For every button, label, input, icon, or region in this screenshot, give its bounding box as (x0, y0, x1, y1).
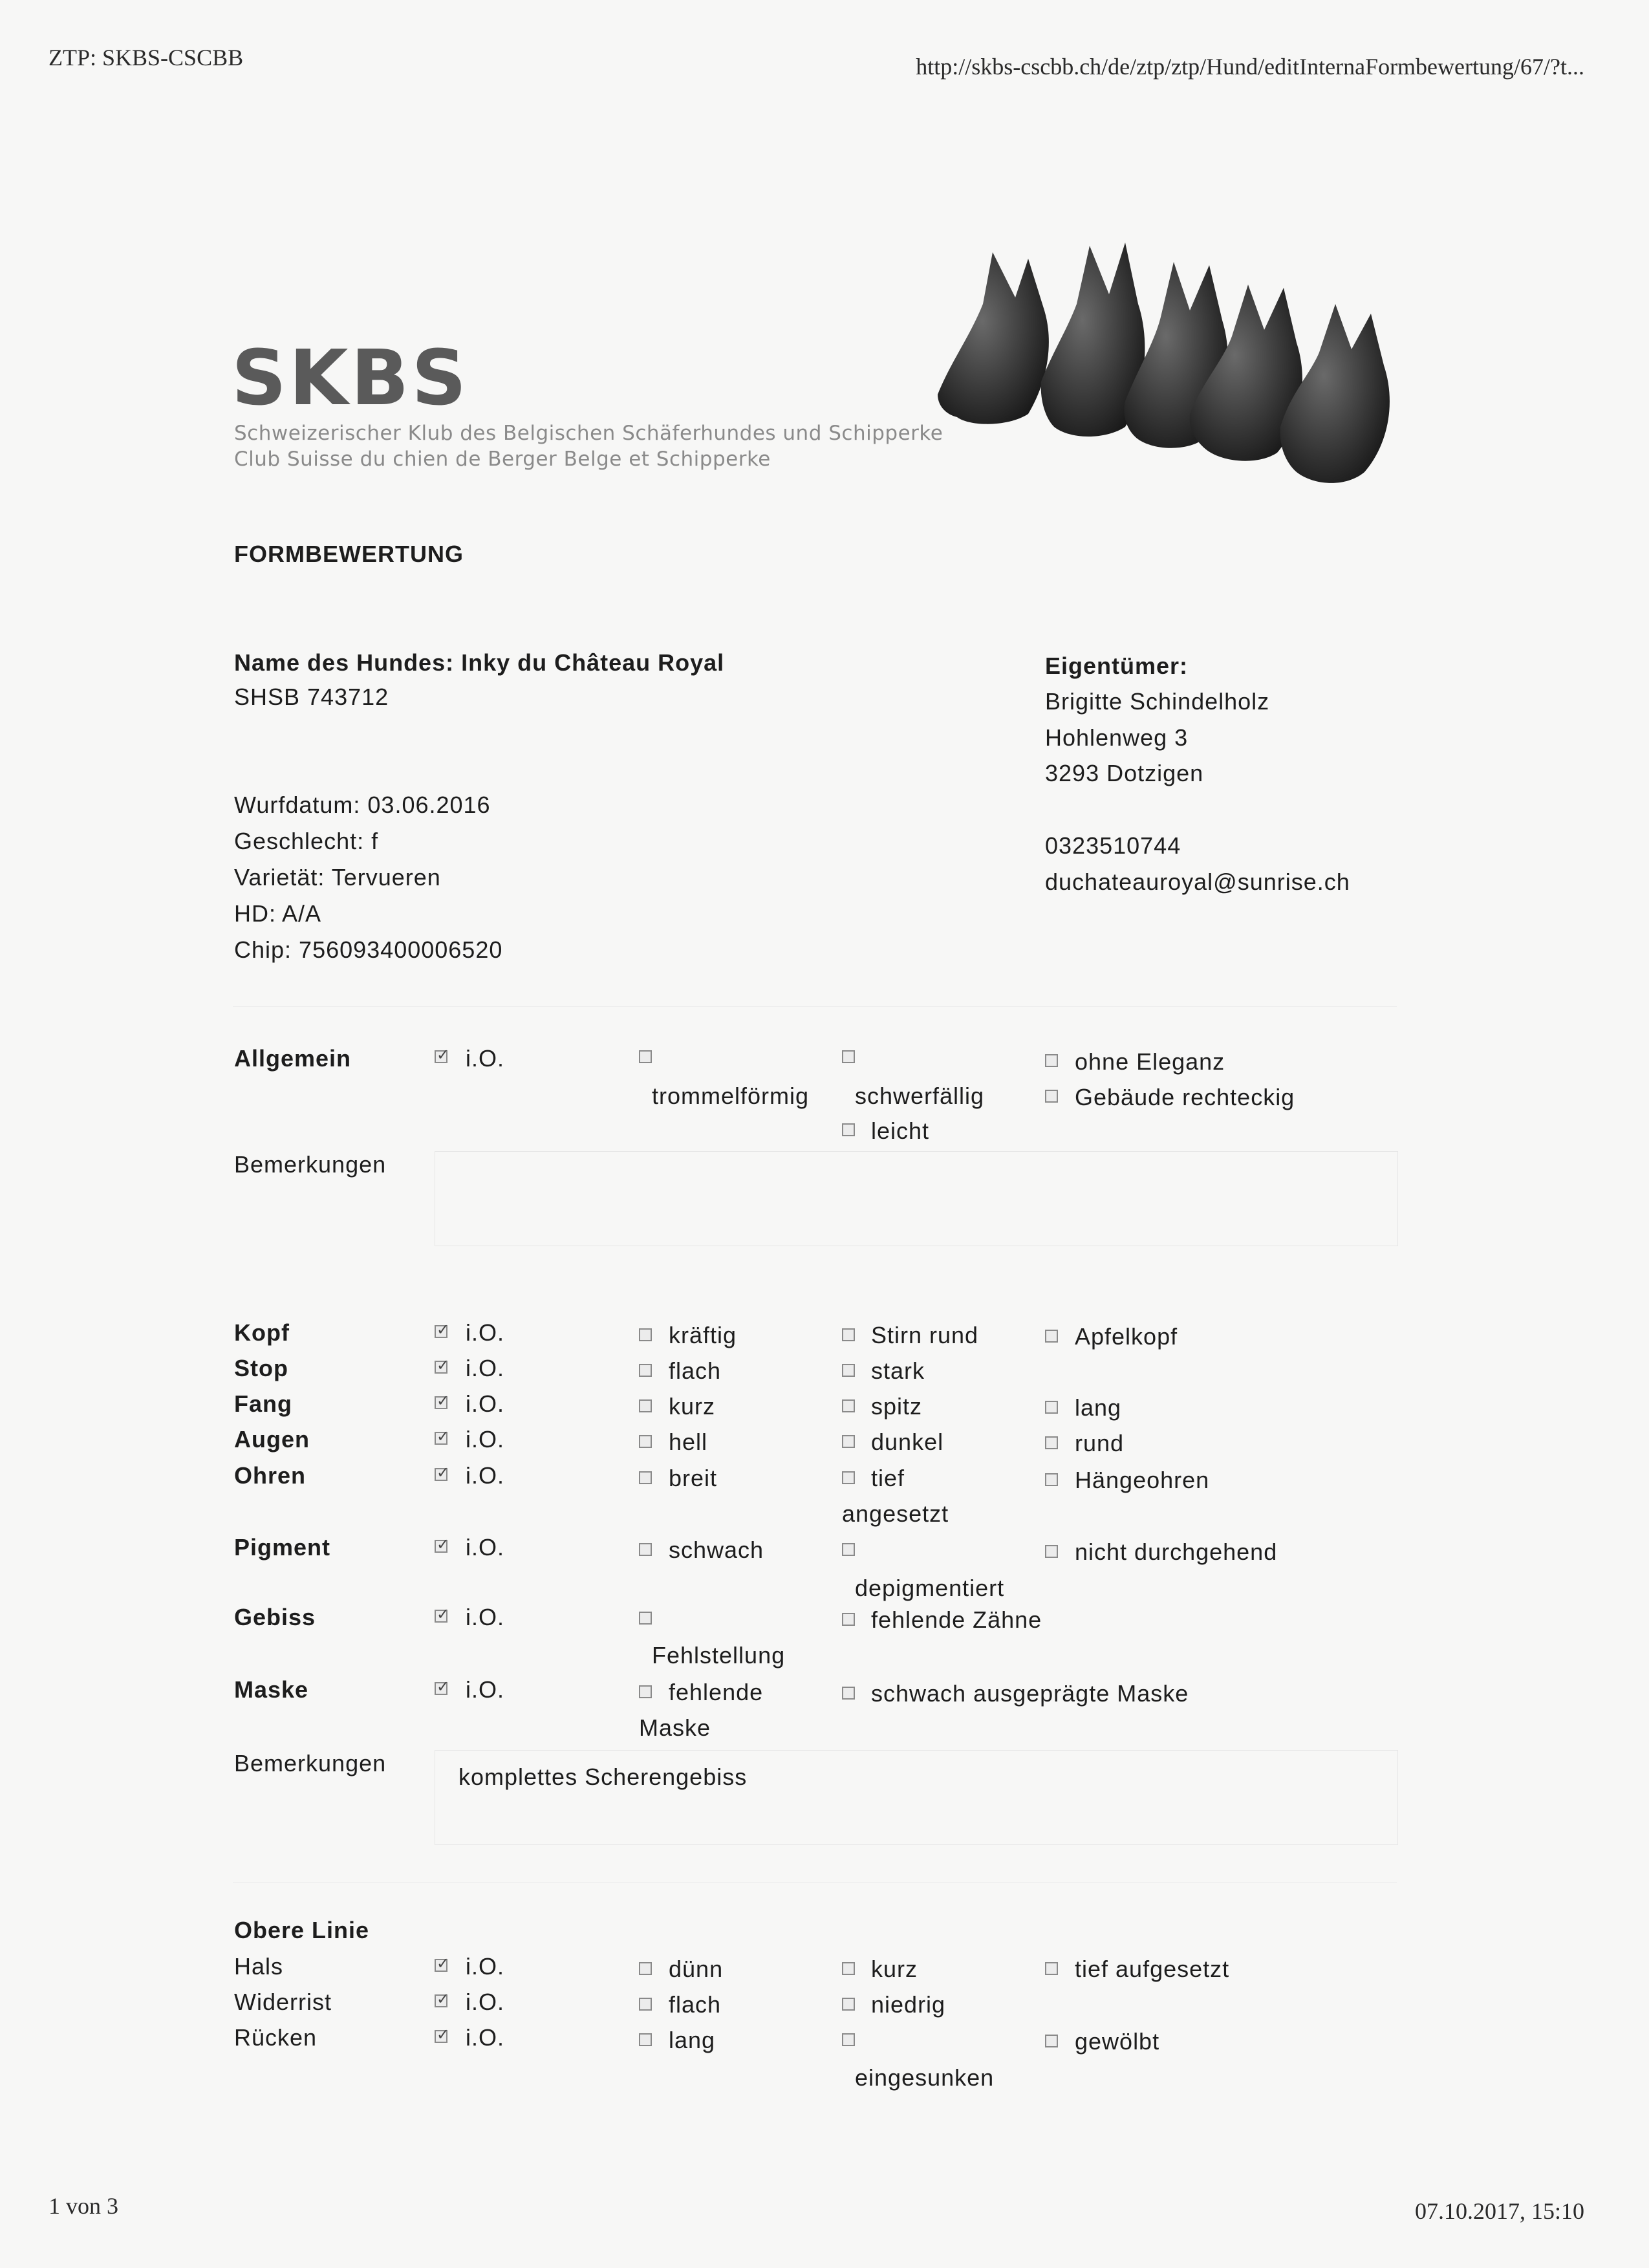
gebiss-a-checkbox[interactable] (639, 1612, 652, 1625)
stop-io-label: i.O. (466, 1355, 505, 1381)
general-eleganz-label: ohne Eleganz (1075, 1048, 1225, 1075)
ruecken-a-label: lang (669, 2027, 716, 2053)
maske-a-label-line2: Maske (639, 1714, 711, 1741)
general-leicht-label: leicht (871, 1118, 930, 1144)
owner-phone: 0323510744 (1045, 832, 1181, 859)
section-divider (233, 1006, 1397, 1007)
gebiss-b-checkbox[interactable] (842, 1613, 855, 1626)
pigment-io-label: i.O. (466, 1534, 505, 1561)
general-trommel-label: trommelförmig (652, 1083, 810, 1109)
hals-label: Hals (234, 1953, 284, 1980)
hals-c-label: tief aufgesetzt (1075, 1956, 1230, 1982)
hals-a-label: dünn (669, 1956, 724, 1982)
page-url[interactable]: http://skbs-cscbb.ch/de/ztp/ztp/Hund/editInternaFormbewertung/67/?t... (916, 54, 1584, 80)
augen-a-checkbox[interactable] (639, 1435, 652, 1448)
widerrist-label: Widerrist (234, 1989, 332, 2015)
owner-label: Eigentümer: (1045, 653, 1189, 679)
head-remarks-label: Bemerkungen (234, 1750, 387, 1777)
pigment-label: Pigment (234, 1534, 331, 1561)
augen-io-checkbox[interactable] (435, 1432, 447, 1445)
dog-sex: Geschlecht: f (234, 828, 379, 854)
dog-variety: Varietät: Tervueren (234, 864, 441, 891)
kopf-io-label: i.O. (466, 1319, 505, 1346)
ruecken-c-label: gewölbt (1075, 2028, 1160, 2055)
print-timestamp: 07.10.2017, 15:10 (1414, 2198, 1584, 2224)
topline-label: Obere Linie (234, 1917, 370, 1943)
ohren-b-label-line1: tief (871, 1465, 905, 1491)
hals-c-checkbox[interactable] (1045, 1962, 1058, 1975)
fang-b-checkbox[interactable] (842, 1399, 855, 1412)
hals-b-label: kurz (871, 1956, 918, 1982)
general-io-label: i.O. (466, 1045, 505, 1072)
section-divider (233, 1882, 1397, 1883)
owner-email[interactable]: duchateauroyal@sunrise.ch (1045, 869, 1350, 895)
form-title: FORMBEWERTUNG (234, 541, 464, 567)
dog-registry-number: SHSB 743712 (234, 684, 389, 710)
widerrist-b-label: niedrig (871, 1991, 946, 2018)
pigment-c-label: nicht durchgehend (1075, 1539, 1278, 1565)
maske-io-label: i.O. (466, 1676, 505, 1703)
ruecken-io-checkbox[interactable] (435, 2030, 447, 2043)
pigment-b-checkbox[interactable] (842, 1543, 855, 1556)
maske-a-label-line1: fehlende (669, 1679, 764, 1705)
augen-io-label: i.O. (466, 1426, 505, 1453)
dog-hd: HD: A/A (234, 900, 322, 927)
widerrist-b-checkbox[interactable] (842, 1998, 855, 2011)
widerrist-io-checkbox[interactable] (435, 1994, 447, 2007)
pigment-io-checkbox[interactable] (435, 1540, 447, 1553)
kopf-b-checkbox[interactable] (842, 1328, 855, 1341)
general-schwer-checkbox[interactable] (842, 1050, 855, 1063)
stop-label: Stop (234, 1355, 288, 1381)
ohren-c-label: Hängeohren (1075, 1467, 1210, 1493)
ohren-c-checkbox[interactable] (1045, 1473, 1058, 1486)
stop-b-checkbox[interactable] (842, 1364, 855, 1377)
hals-b-checkbox[interactable] (842, 1962, 855, 1975)
fang-a-label: kurz (669, 1393, 716, 1420)
hals-io-label: i.O. (466, 1953, 505, 1980)
pigment-a-label: schwach (669, 1537, 764, 1563)
general-rechteckig-label: Gebäude rechteckig (1075, 1084, 1295, 1110)
gebiss-io-label: i.O. (466, 1604, 505, 1630)
augen-a-label: hell (669, 1429, 708, 1455)
general-leicht-checkbox[interactable] (842, 1123, 855, 1136)
maske-a-checkbox[interactable] (639, 1685, 652, 1698)
ruecken-c-checkbox[interactable] (1045, 2035, 1058, 2047)
fang-io-checkbox[interactable] (435, 1396, 447, 1409)
kopf-a-label: kräftig (669, 1322, 737, 1348)
ohren-label: Ohren (234, 1462, 307, 1489)
gebiss-b-label: fehlende Zähne (871, 1606, 1042, 1633)
gebiss-io-checkbox[interactable] (435, 1610, 447, 1623)
pigment-b-label: depigmentiert (855, 1575, 1005, 1601)
owner-city: 3293 Dotzigen (1045, 760, 1204, 786)
owner-name: Brigitte Schindelholz (1045, 688, 1270, 715)
general-rechteckig-checkbox[interactable] (1045, 1090, 1058, 1103)
general-label: Allgemein (234, 1045, 352, 1072)
general-schwer-label: schwerfällig (855, 1083, 985, 1109)
ruecken-a-checkbox[interactable] (639, 2033, 652, 2046)
ohren-io-label: i.O. (466, 1462, 505, 1489)
fang-c-checkbox[interactable] (1045, 1401, 1058, 1414)
logo-line-fr: Club Suisse du chien de Berger Belge et Schipperke (234, 448, 771, 471)
stop-a-label: flach (669, 1357, 722, 1384)
dog-name: Name des Hundes: Inky du Château Royal (234, 649, 725, 676)
maske-b-checkbox[interactable] (842, 1687, 855, 1700)
widerrist-a-label: flach (669, 1991, 722, 2018)
kopf-b-label: Stirn rund (871, 1322, 979, 1348)
stop-io-checkbox[interactable] (435, 1361, 447, 1374)
page-indicator: 1 von 3 (48, 2193, 118, 2219)
augen-c-label: rund (1075, 1430, 1125, 1456)
fang-c-label: lang (1075, 1394, 1122, 1421)
fang-a-checkbox[interactable] (639, 1399, 652, 1412)
ruecken-label: Rücken (234, 2024, 318, 2051)
logo-wordmark: SKBS (232, 333, 469, 422)
general-eleganz-checkbox[interactable] (1045, 1054, 1058, 1067)
hals-a-checkbox[interactable] (639, 1962, 652, 1975)
dog-birth-date: Wurfdatum: 03.06.2016 (234, 792, 491, 818)
stop-b-label: stark (871, 1357, 925, 1384)
head-remarks-text: komplettes Scherengebiss (458, 1764, 748, 1790)
fang-io-label: i.O. (466, 1390, 505, 1417)
gebiss-label: Gebiss (234, 1604, 316, 1630)
general-io-checkbox[interactable] (435, 1050, 447, 1063)
maske-b-label: schwach ausgeprägte Maske (871, 1680, 1189, 1707)
dog-heads-logo-image (931, 233, 1410, 491)
kopf-c-checkbox[interactable] (1045, 1330, 1058, 1343)
page-title: ZTP: SKBS-CSCBB (48, 45, 244, 70)
general-remarks-label: Bemerkungen (234, 1151, 387, 1178)
ohren-io-checkbox[interactable] (435, 1468, 447, 1481)
general-remarks-field[interactable] (435, 1151, 1398, 1246)
ohren-b-label-line2: angesetzt (842, 1500, 949, 1527)
ruecken-b-checkbox[interactable] (842, 2033, 855, 2046)
ruecken-b-label: eingesunken (855, 2064, 995, 2091)
widerrist-a-checkbox[interactable] (639, 1998, 652, 2011)
ohren-b-checkbox[interactable] (842, 1471, 855, 1484)
augen-b-checkbox[interactable] (842, 1435, 855, 1448)
general-trommel-checkbox[interactable] (639, 1050, 652, 1063)
pigment-c-checkbox[interactable] (1045, 1545, 1058, 1558)
gebiss-a-label: Fehlstellung (652, 1642, 786, 1669)
fang-label: Fang (234, 1390, 292, 1417)
stop-a-checkbox[interactable] (639, 1364, 652, 1377)
kopf-io-checkbox[interactable] (435, 1325, 447, 1338)
ohren-a-checkbox[interactable] (639, 1471, 652, 1484)
augen-b-label: dunkel (871, 1429, 944, 1455)
kopf-c-label: Apfelkopf (1075, 1323, 1178, 1350)
augen-c-checkbox[interactable] (1045, 1436, 1058, 1449)
head-remarks-field[interactable] (435, 1750, 1398, 1845)
augen-label: Augen (234, 1426, 310, 1453)
logo-line-de: Schweizerischer Klub des Belgischen Schäferhundes und Schipperke (234, 422, 943, 445)
kopf-a-checkbox[interactable] (639, 1328, 652, 1341)
fang-b-label: spitz (871, 1393, 923, 1420)
owner-street: Hohlenweg 3 (1045, 724, 1189, 751)
widerrist-io-label: i.O. (466, 1989, 505, 2015)
maske-label: Maske (234, 1676, 309, 1703)
ohren-a-label: breit (669, 1465, 718, 1491)
kopf-label: Kopf (234, 1319, 290, 1346)
dog-chip: Chip: 756093400006520 (234, 936, 503, 963)
hals-io-checkbox[interactable] (435, 1959, 447, 1972)
maske-io-checkbox[interactable] (435, 1682, 447, 1695)
pigment-a-checkbox[interactable] (639, 1543, 652, 1556)
ruecken-io-label: i.O. (466, 2024, 505, 2051)
